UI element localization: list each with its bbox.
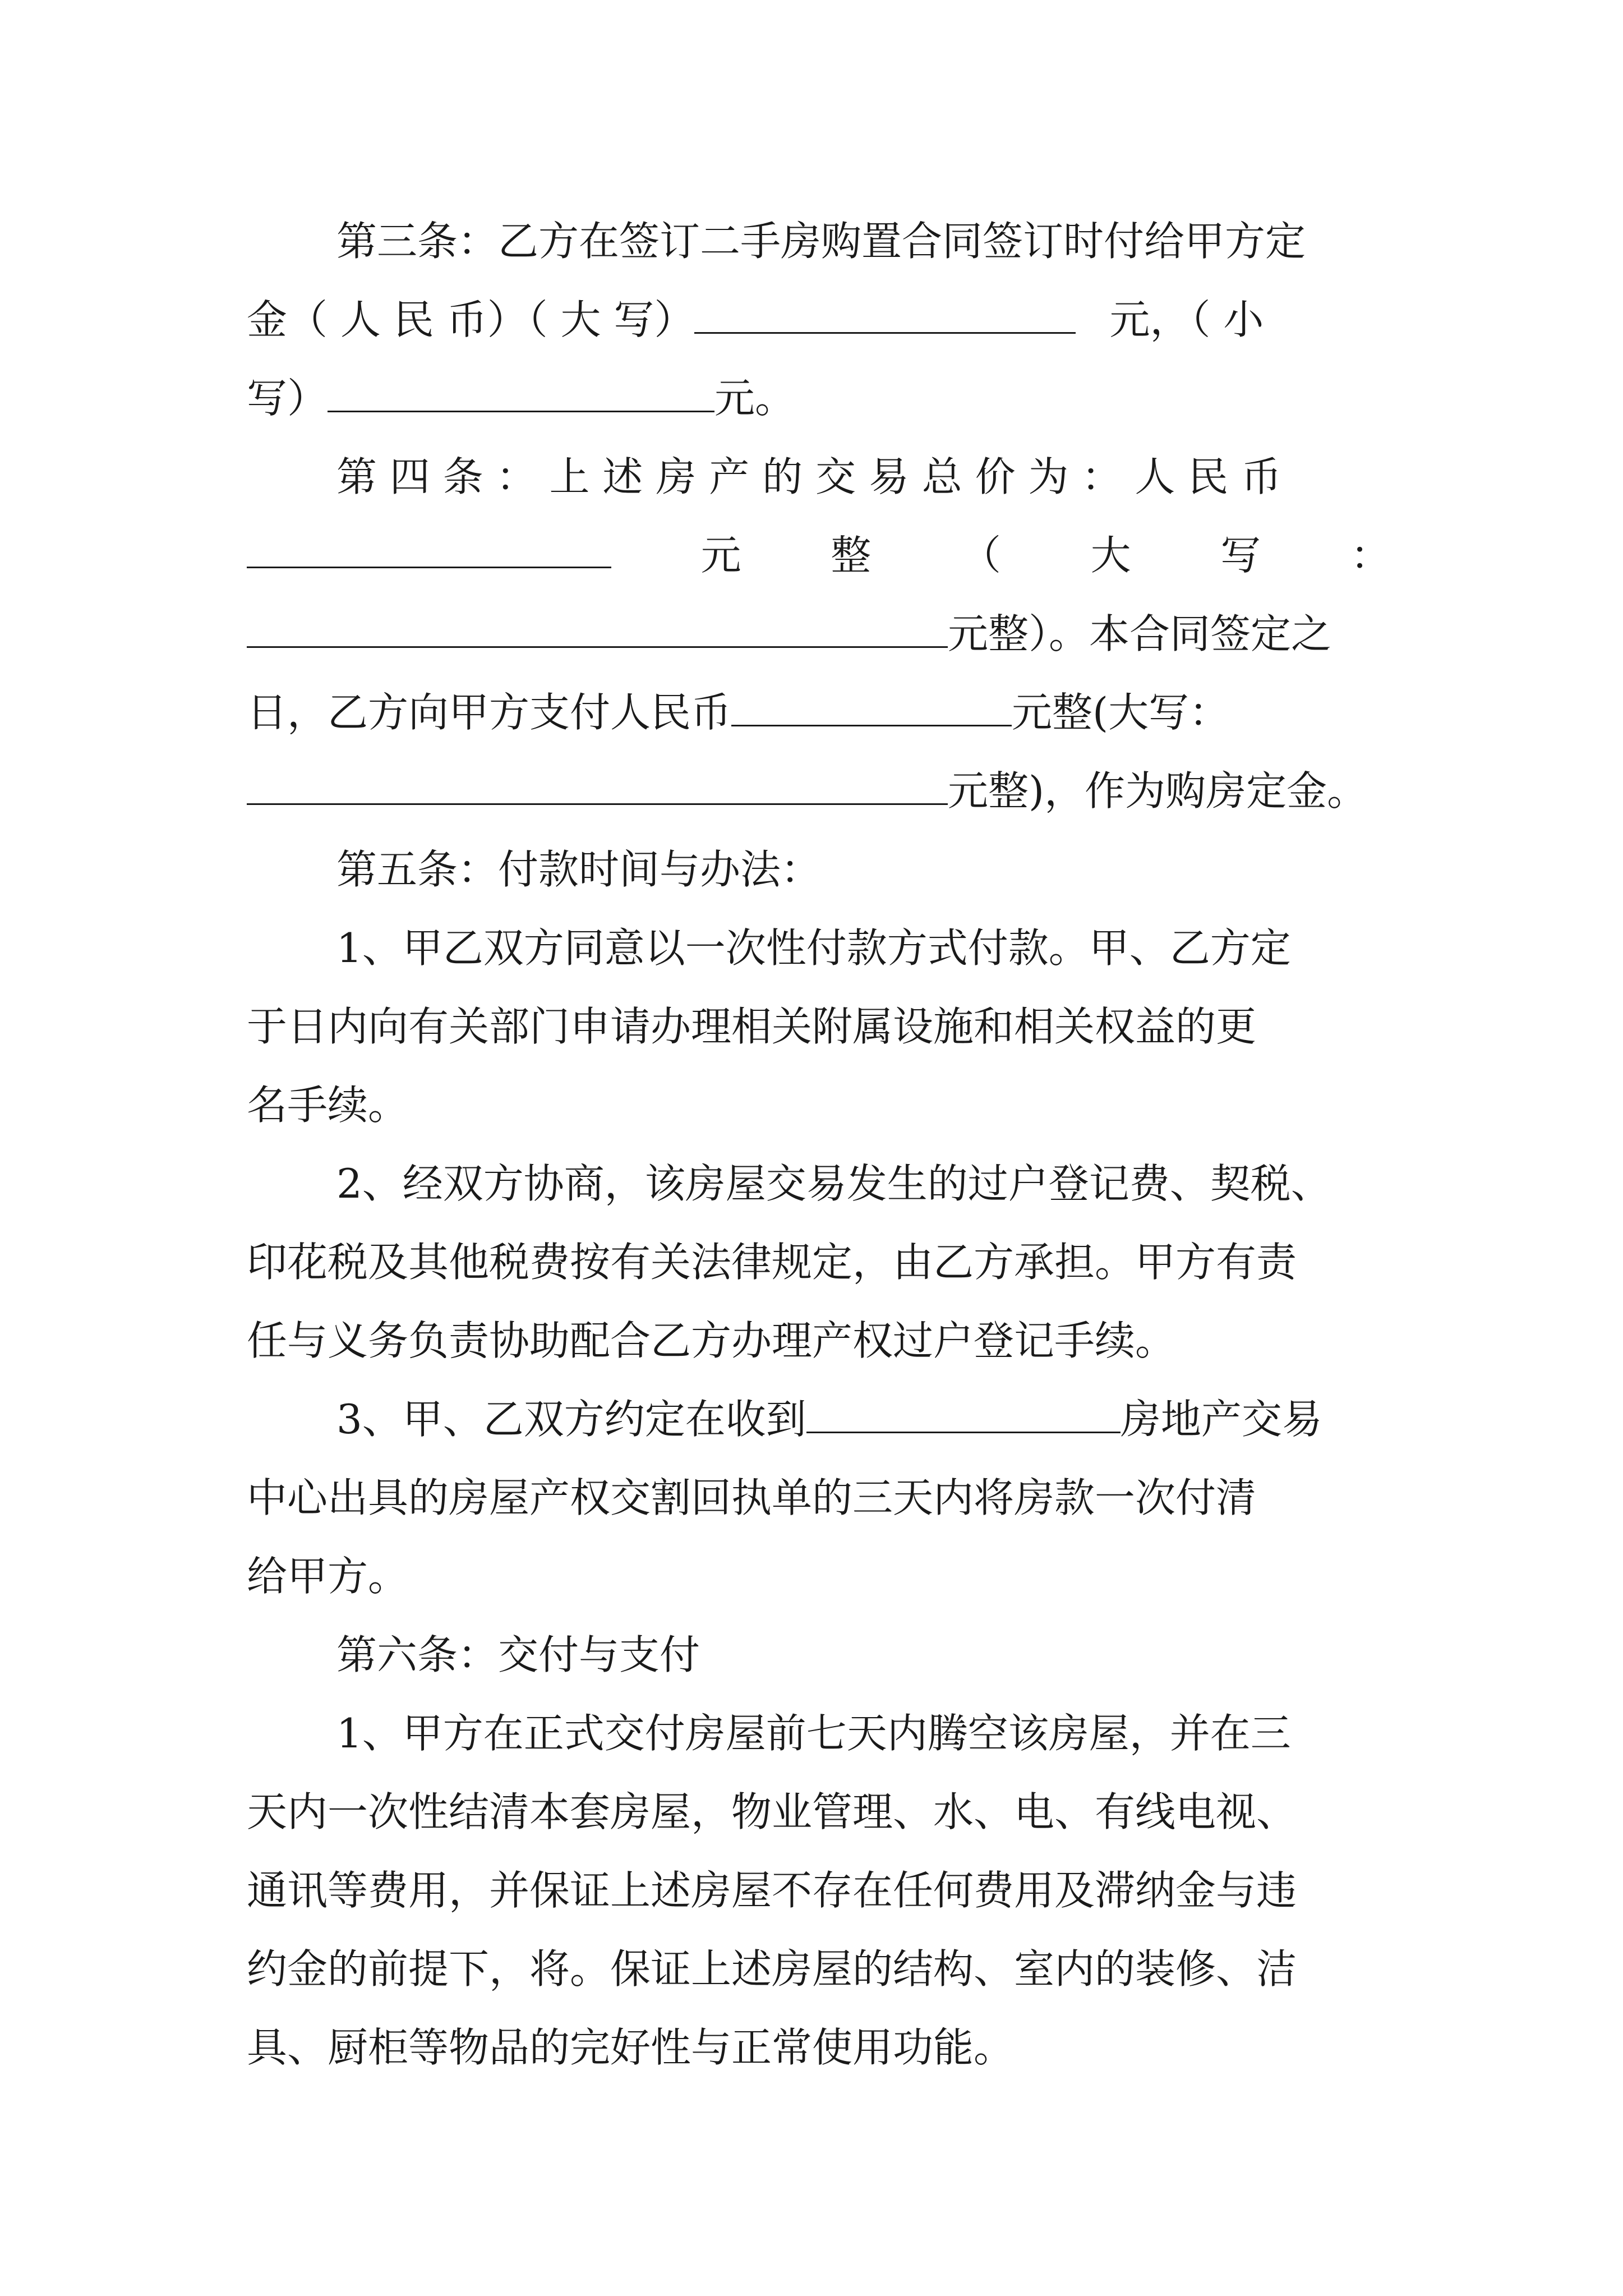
article5-p1-line2: 于日内向有关部门申请办理相关附属设施和相关权益的更 (247, 1003, 1257, 1050)
exchange-center-blank[interactable] (806, 1387, 1121, 1433)
article3-line2-tail: 元，（ 小 (1109, 296, 1264, 343)
article4-word: 大 (1090, 532, 1131, 579)
article5-p3-line1 (336, 1386, 1391, 1453)
article4-line2 (247, 522, 1391, 589)
article4-line4-text: 日，乙方向甲方支付人民币 (247, 689, 732, 736)
article6-p1-line3: 通讯等费用，并保证上述房屋不存在任何费用及滞纳金与违 (247, 1867, 1297, 1914)
article5-p3-line2: 中心出具的房屋产权交割回执单的三天内将房款一次付清 (247, 1474, 1257, 1521)
total-price-uppercase-blank[interactable] (247, 601, 948, 648)
article5-p3-line3: 给甲方。 (247, 1553, 409, 1600)
article6-p1-line2: 天内一次性结清本套房屋，物业管理、水、电、有线电视、 (247, 1788, 1297, 1835)
article4-word: （ (960, 532, 1001, 579)
article4-word: 写 (1220, 532, 1261, 579)
article5-p3-tail: 房地产交易 (1120, 1396, 1322, 1443)
article4-word: ： (1350, 532, 1391, 579)
article4-line3-text: 元整）。本合同签定之 (948, 610, 1332, 657)
article4-line4-tail: 元整(大写： (1012, 689, 1230, 736)
article3-line3-tail: 元。 (714, 375, 796, 422)
article4-word: 元 (700, 532, 741, 579)
article4-line1: 第 四 条 ： 上 述 房 产 的 交 易 总 价 为 ： 人 民 币 (336, 453, 1282, 500)
article5-p3-text: 3、甲、乙双方约定在收到 (336, 1396, 806, 1443)
deposit-payment-blank[interactable] (731, 680, 1012, 726)
total-price-blank[interactable] (247, 522, 611, 568)
article5-p2-line2: 印花税及其他税费按有关法律规定，由乙方承担。甲方有责 (247, 1239, 1297, 1286)
deposit-payment-uppercase-blank[interactable] (247, 758, 948, 805)
article3-line2 (247, 286, 1391, 353)
deposit-amount-lowercase-blank[interactable] (328, 366, 714, 412)
article5-p1-line1: 1、甲乙双方同意以一次性付款方式付款。甲、乙方定 (336, 924, 1291, 972)
article4-line3 (247, 600, 1391, 668)
article6-p1-line1: 1、甲方在正式交付房屋前七天内腾空该房屋，并在三 (336, 1710, 1291, 1757)
article4-word: 整 (831, 532, 872, 579)
article5-p2-line1: 2、经双方协商，该房屋交易发生的过户登记费、契税、 (336, 1160, 1331, 1207)
article4-line5 (247, 757, 1391, 825)
article4-line4 (247, 679, 1391, 746)
article4-line5-text: 元整)，作为购房定金。 (948, 767, 1368, 815)
article6-p1-line5: 具、厨柜等物品的完好性与正常使用功能。 (247, 2024, 1015, 2071)
article6-p1-line4: 约金的前提下，将。保证上述房屋的结构、室内的装修、洁 (247, 1945, 1297, 1993)
article6-title: 第六条：交付与支付 (336, 1631, 700, 1678)
article3-line2-text: 金（ 人 民 币）（ 大 写） (247, 296, 695, 343)
article5-p2-line3: 任与义务负责协助配合乙方办理产权过户登记手续。 (247, 1317, 1176, 1364)
article5-title: 第五条：付款时间与办法： (336, 846, 822, 893)
article3-line3-text: 写） (247, 375, 328, 422)
article3-line1: 第三条：乙方在签订二手房购置合同签订时付给甲方定 (336, 218, 1306, 265)
article3-line3 (247, 365, 1391, 432)
deposit-amount-uppercase-blank[interactable] (694, 287, 1076, 334)
article5-p1-line3: 名手续。 (247, 1082, 409, 1129)
